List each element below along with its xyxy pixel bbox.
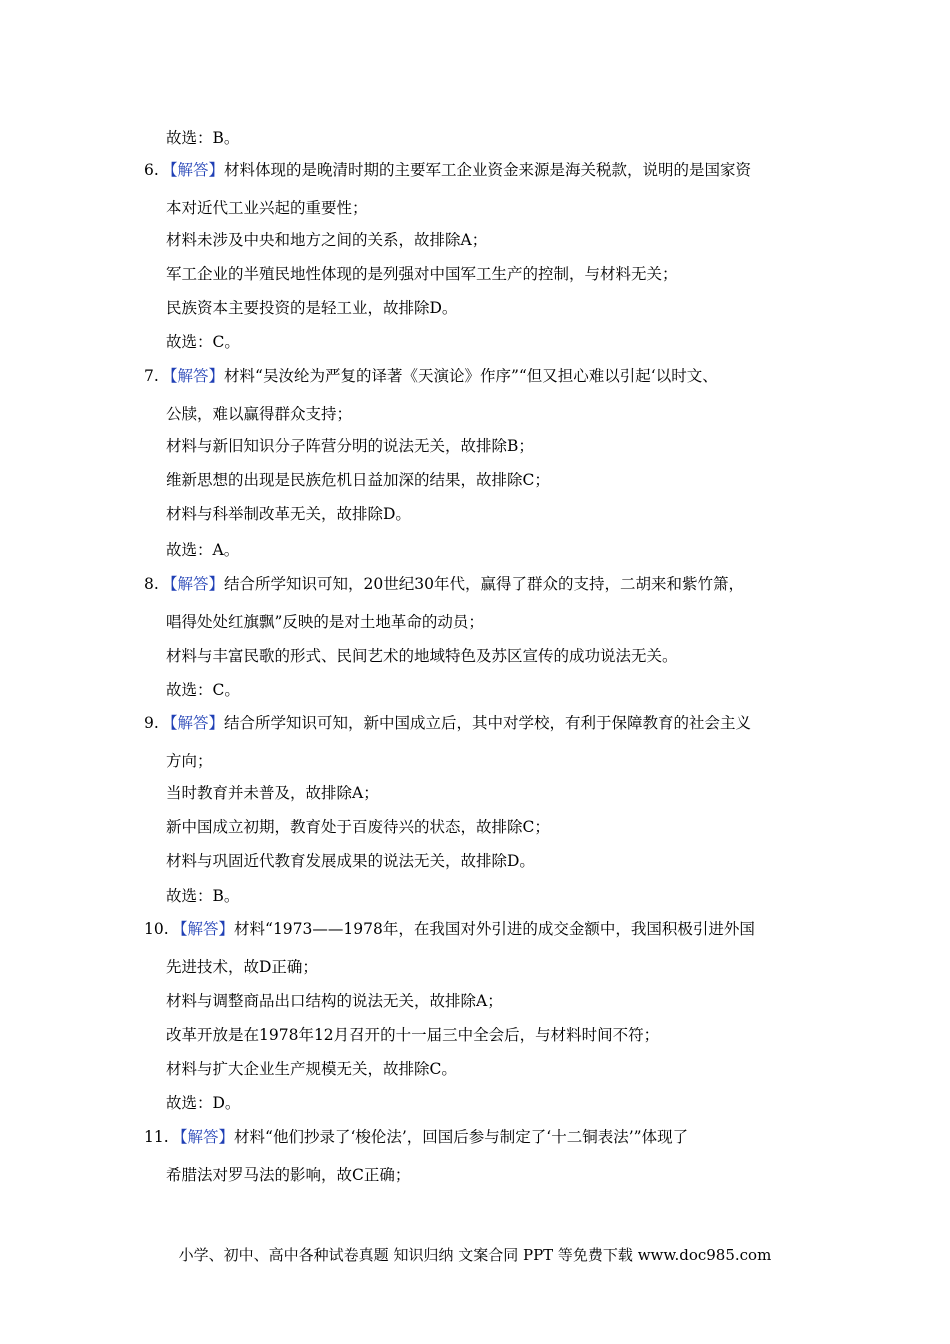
page-footer: 小学、初中、高中各种试卷真题 知识归纳 文案合同 PPT 等免费下载 www.doc985.com [178, 1246, 772, 1264]
answer-line: 材料与扩大企业生产规模无关，故排除C。 [166, 1060, 457, 1078]
answer-line [162, 160, 751, 180]
answer-line [172, 1127, 688, 1147]
answer-line: 故选：D。 [166, 1094, 241, 1112]
answer-line: 改革开放是在1978年12月召开的十一届三中全会后，与材料时间不符； [166, 1026, 660, 1044]
answer-line: 新中国成立初期，教育处于百废待兴的状态，故排除C； [166, 818, 550, 836]
answer-tag: 【解答】 [162, 367, 225, 385]
answer-line: 民族资本主要投资的是轻工业，故排除D。 [166, 299, 458, 317]
answer-line: 故选：A。 [166, 541, 240, 559]
answer-line: 材料与调整商品出口结构的说法无关，故排除A； [166, 992, 503, 1010]
answer-text: 材料“1973——1978年，在我国对外引进的成交金额中，我国积极引进外国 [234, 920, 755, 938]
answer-tag: 【解答】 [162, 575, 225, 593]
answer-line: 军工企业的半殖民地性体现的是列强对中国军工生产的控制，与材料无关； [166, 265, 678, 283]
question-number: 8. [144, 575, 159, 593]
answer-text: 材料“他们抄录了‘梭伦法’，回国后参与制定了‘十二铜表法’”体现了 [234, 1128, 689, 1146]
answer-line: 故选：C。 [166, 681, 240, 699]
question-number: 9. [144, 714, 159, 732]
answer-line: 材料与丰富民歌的形式、民间艺术的地域特色及苏区宣传的成功说法无关。 [166, 647, 678, 665]
answer-line: 当时教育并未普及，故排除A； [166, 784, 379, 802]
answer-text: 材料“吴汝纶为严复的译著《天演论》作序”“但又担心难以引起‘以时文、 [224, 367, 718, 385]
answer-line: 故选：B。 [166, 887, 240, 905]
answer-tag: 【解答】 [162, 714, 225, 732]
answer-tag: 【解答】 [162, 161, 225, 179]
answer-line: 故选：C。 [166, 333, 240, 351]
answer-tag: 【解答】 [172, 1128, 235, 1146]
answer-line: 本对近代工业兴起的重要性； [166, 199, 368, 217]
answer-text: 材料体现的是晚清时期的主要军工企业资金来源是海关税款，说明的是国家资 [224, 161, 752, 179]
answer-line: 希腊法对罗马法的影响，故C正确； [166, 1166, 411, 1184]
answer-line [162, 713, 751, 733]
answer-line: 维新思想的出现是民族危机日益加深的结果，故排除C； [166, 471, 550, 489]
answer-tag: 【解答】 [172, 920, 235, 938]
question-number: 11. [144, 1128, 169, 1146]
question-number: 7. [144, 367, 159, 385]
answer-line: 材料未涉及中央和地方之间的关系，故排除A； [166, 231, 488, 249]
question-number: 6. [144, 161, 159, 179]
answer-line: 方向； [166, 752, 213, 770]
answer-line [162, 366, 718, 386]
answer-line [172, 919, 755, 939]
answer-text: 结合所学知识可知，20世纪30年代，赢得了群众的支持，二胡来和紫竹箫， [224, 575, 744, 593]
answer-line: 材料与科举制改革无关，故排除D。 [166, 505, 411, 523]
answer-line: 材料与新旧知识分子阵营分明的说法无关，故排除B； [166, 437, 534, 455]
answer-line: 故选：B。 [166, 129, 240, 147]
answer-line: 唱得处处红旗飘”反映的是对土地革命的动员； [166, 613, 484, 631]
answer-line [162, 574, 744, 594]
question-number: 10. [144, 920, 169, 938]
answer-line: 先进技术，故D正确； [166, 958, 318, 976]
answer-line: 材料与巩固近代教育发展成果的说法无关，故排除D。 [166, 852, 535, 870]
answer-line: 公牍，难以赢得群众支持； [166, 405, 353, 423]
answer-text: 结合所学知识可知，新中国成立后，其中对学校，有利于保障教育的社会主义 [224, 714, 752, 732]
